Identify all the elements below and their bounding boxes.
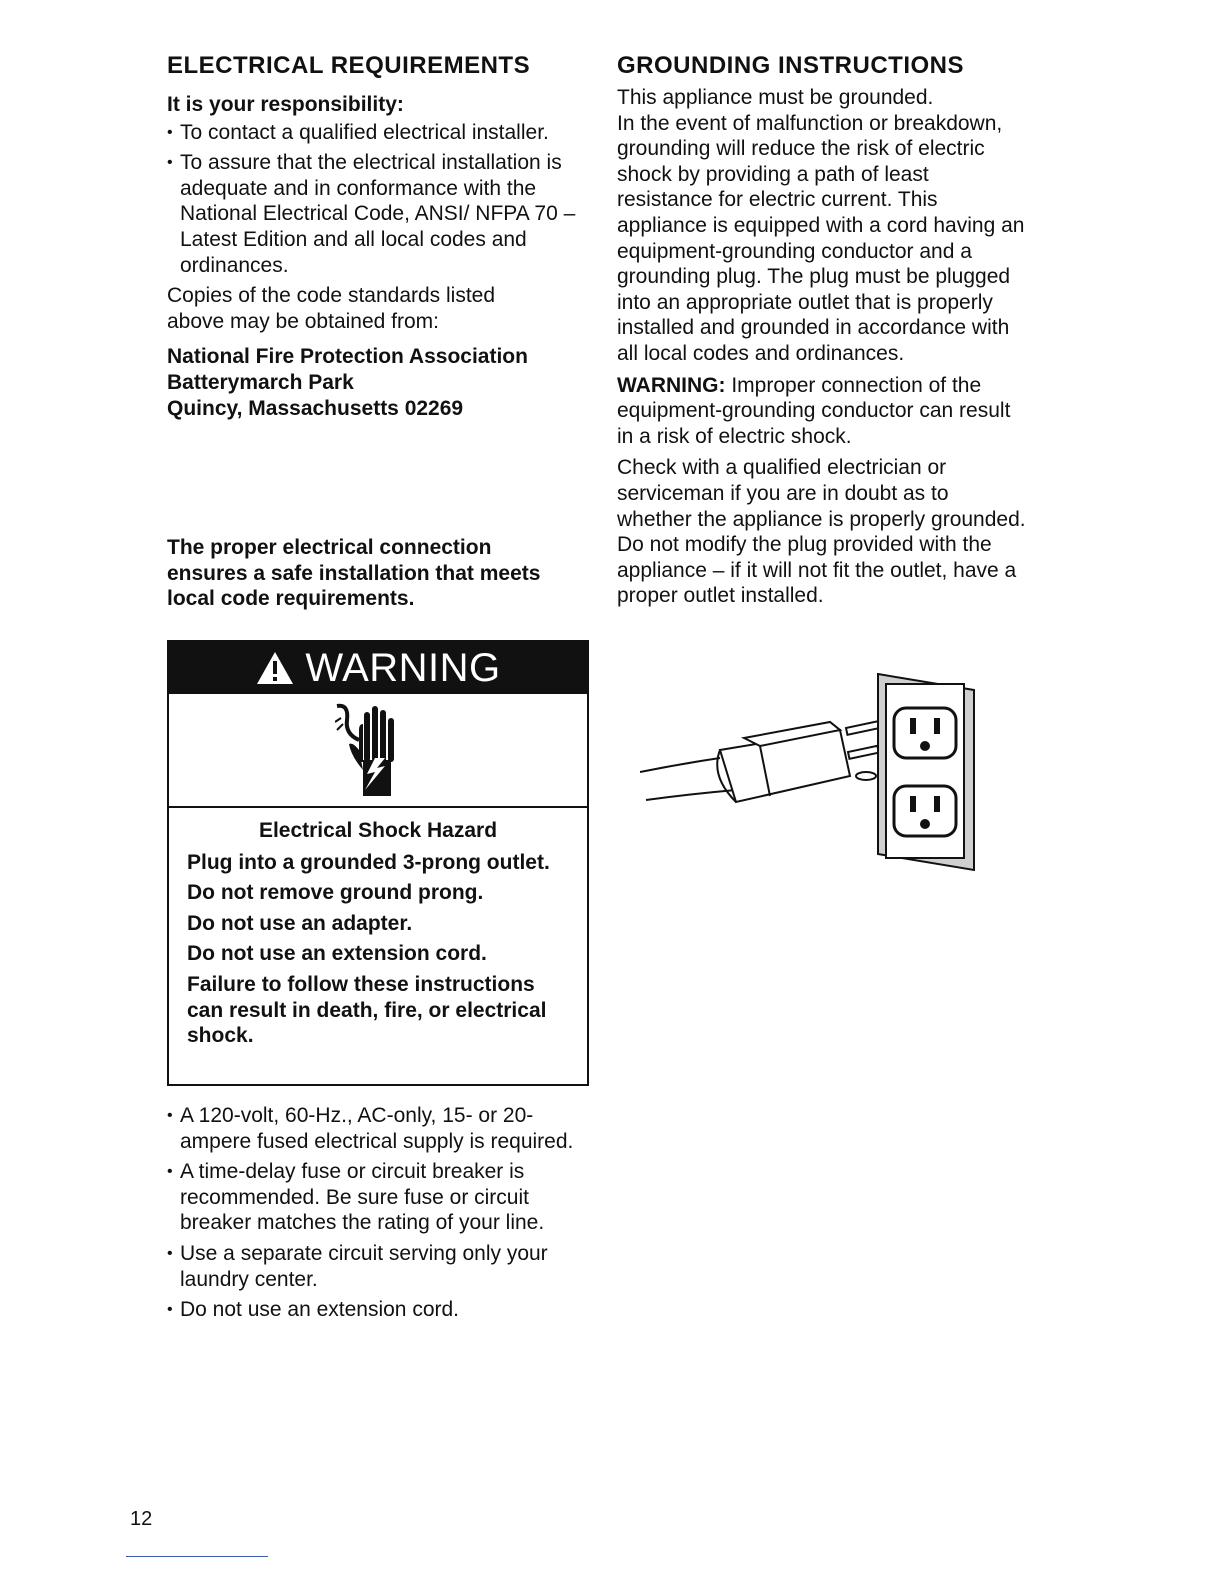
- grounding-paragraph: Check with a qualified electrician or serviceman if you are in doubt as to whether the appliance is properly grounded. Do not modify the plug provided with the appliance – if it will not fit the outlet, have a proper outlet installed.: [617, 456, 1026, 608]
- warning-line: Failure to follow these instructions can result in death, fire, or electrical shock.: [187, 972, 547, 1048]
- grounding-section: [617, 85, 1027, 615]
- list-item: • To contact a qualified electrical installer.: [167, 120, 597, 146]
- list-item: • A time-delay fuse or circuit breaker is recommended. Be sure fuse or circuit breaker matches the rating of your line.: [167, 1159, 587, 1236]
- hazard-title: Electrical Shock Hazard: [258, 819, 498, 842]
- grounding-instructions-heading: GROUNDING INSTRUCTIONS: [617, 52, 964, 79]
- responsibility-section: [167, 92, 597, 421]
- grounding-paragraph: In the event of malfunction or breakdown, grounding will reduce the risk of electric shock by providing a path of least resistance for electric current. This appliance is equipped with a cord having an equipment-grounding conductor and a grounding plug. The plug must be plugged into an appropriate outlet that is properly installed and grounded in accordance with all local codes and ordinances.: [617, 111, 1025, 365]
- warning-triangle-icon: [255, 650, 295, 686]
- warning-line: Plug into a grounded 3-prong outlet.: [187, 850, 550, 874]
- warning-box: [167, 640, 589, 1086]
- address-line: National Fire Protection Association: [167, 345, 528, 369]
- address-line: Batterymarch Park: [167, 370, 354, 394]
- proper-connection-note: The proper electrical connection ensures a safe installation that meets local code requirements.: [167, 536, 541, 611]
- address-line: Quincy, Massachusetts 02269: [167, 396, 464, 420]
- shock-hazard-illustration: [169, 694, 587, 808]
- warning-line: Do not use an adapter.: [187, 911, 413, 935]
- grounded-plug-and-outlet-icon: [640, 672, 980, 877]
- grounding-warning-label: WARNING:: [617, 373, 726, 397]
- warning-header: [169, 642, 587, 694]
- grounding-warning-text: Improper connection of the equipment-grounding conductor can result in a risk of electric shock.: [617, 373, 1011, 448]
- warning-body: [169, 808, 587, 1049]
- warning-line: Do not use an extension cord.: [187, 942, 487, 966]
- electrical-requirements-heading: ELECTRICAL REQUIREMENTS: [167, 52, 531, 79]
- grounding-paragraph: This appliance must be grounded.: [617, 86, 934, 109]
- list-item: • A 120-volt, 60-Hz., AC-only, 15- or 20-ampere fused electrical supply is required.: [167, 1103, 587, 1154]
- list-item: • Do not use an extension cord.: [167, 1297, 587, 1323]
- footer-rule: [126, 1556, 268, 1557]
- grounding-warning: [617, 373, 1027, 450]
- responsibility-list: [167, 120, 597, 279]
- warning-line: Do not remove ground prong.: [187, 881, 484, 905]
- electrical-supply-list: [167, 1103, 587, 1328]
- page-number: 12: [130, 1508, 153, 1530]
- responsibility-subheading: It is your responsibility:: [167, 93, 404, 116]
- nfpa-address: [167, 344, 597, 421]
- copies-text: Copies of the code standards listed above may be obtained from:: [167, 284, 496, 333]
- warning-label: WARNING: [305, 645, 501, 690]
- list-item: • Use a separate circuit serving only your laundry center.: [167, 1241, 587, 1292]
- list-item: • To assure that the electrical installation is adequate and in conformance with the National Electrical Code, ANSI/ NFPA 70 – Latest Edition and all local codes and ordinances.: [167, 150, 590, 278]
- electric-shock-hand-icon: [335, 700, 405, 800]
